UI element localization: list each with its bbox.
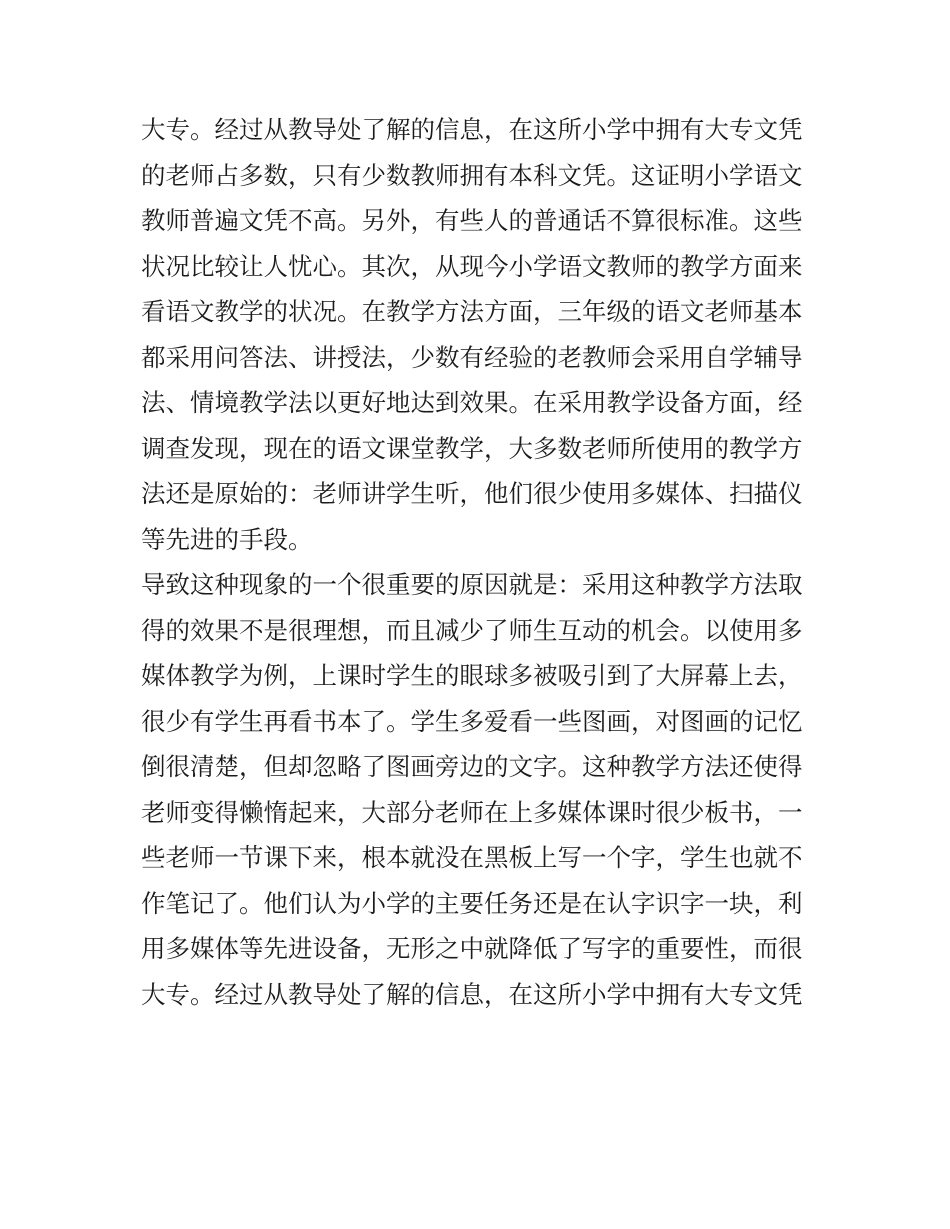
text-line: 大专。经过从教导处了解的信息，在这所小学中拥有大专文凭 [141, 979, 803, 1009]
text-line: 大专。经过从教导处了解的信息，在这所小学中拥有大专文凭 [141, 115, 803, 144]
text-line: 等先进的手段。 [141, 524, 313, 554]
text-line: 法还是原始的：老师讲学生听，他们很少使用多媒体、扫描仪 [141, 479, 803, 508]
text-line: 的老师占多数，只有少数教师拥有本科文凭。这证明小学语文 [141, 160, 803, 190]
text-line: 些老师一节课下来，根本就没在黑板上写一个字，学生也就不 [141, 843, 803, 872]
body-text [141, 107, 821, 1017]
text-line: 媒体教学为例，上课时学生的眼球多被吸引到了大屏幕上去， [141, 661, 803, 690]
text-line: 看语文教学的状况。在教学方法方面，三年级的语文老师基本 [141, 297, 803, 326]
text-line: 老师变得懒惰起来，大部分老师在上多媒体课时很少板书，一 [141, 797, 803, 827]
text-line: 得的效果不是很理想，而且减少了师生互动的机会。以使用多 [141, 615, 803, 645]
text-line: 调查发现，现在的语文课堂教学，大多数老师所使用的教学方 [141, 433, 803, 463]
text-line: 状况比较让人忧心。其次，从现今小学语文教师的教学方面来 [141, 251, 803, 281]
text-line: 作笔记了。他们认为小学的主要任务还是在认字识字一块，利 [141, 888, 803, 918]
text-line: 导致这种现象的一个很重要的原因就是：采用这种教学方法取 [141, 570, 803, 599]
text-line: 法、情境教学法以更好地达到效果。在采用教学设备方面，经 [141, 388, 803, 417]
text-line: 很少有学生再看书本了。学生多爱看一些图画，对图画的记忆 [141, 706, 803, 736]
text-line: 用多媒体等先进设备，无形之中就降低了写字的重要性，而很 [141, 934, 803, 963]
text-line: 都采用问答法、讲授法，少数有经验的老教师会采用自学辅导 [141, 342, 803, 372]
text-line: 教师普遍文凭不高。另外，有些人的普通话不算很标准。这些 [141, 206, 803, 235]
text-line: 倒很清楚，但却忽略了图画旁边的文字。这种教学方法还使得 [141, 752, 803, 781]
